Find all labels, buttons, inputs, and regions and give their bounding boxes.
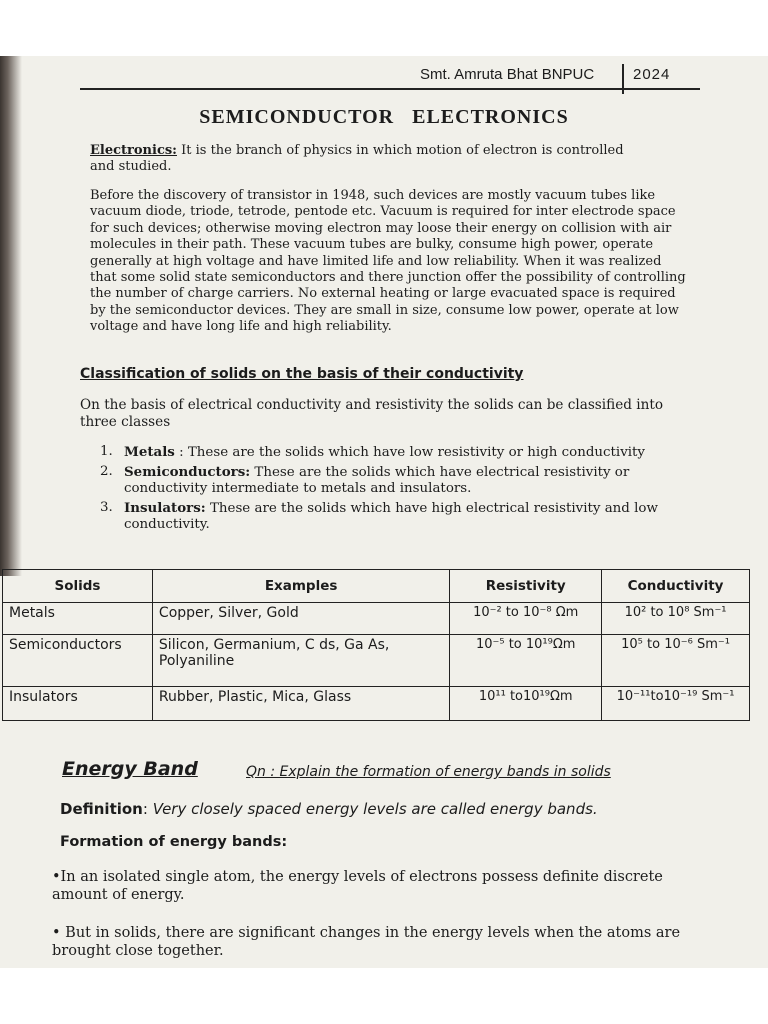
bullet-point: • But in solids, there are significant changes in the energy levels when the atoms are brought close together. [52, 925, 681, 959]
cell-examples: Copper, Silver, Gold [152, 603, 449, 635]
cell-solid: Insulators [3, 687, 153, 721]
history-paragraph: Before the discovery of transistor in 1948, such devices are mostly vacuum tubes like vacuum diode, triode, tetrode, pentode etc. Vacuum is required for inter electrode space for such devices; otherwise moving electron may loose their energy on collision with air molecules in their path. These vacuum tubes are bulky, consume high power, operate generally at high voltage and have limited life and low reliability. When it was realized that some solid state semiconductors and there junction offer the possibility of controlling the number of charge carriers. No external heating or large evacuated space is required by the semiconductor devices. They are small in size, consume low power, operate at low voltage and have long life and high reliability. [90, 188, 686, 335]
cell-solid: Semiconductors [3, 635, 153, 687]
solid-classes-list [100, 444, 705, 536]
bullet-point: •In an isolated single atom, the energy levels of electrons possess definite discrete amount of energy. [52, 869, 663, 903]
electronics-definition [90, 143, 630, 176]
col-header-conductivity: Conductivity [602, 570, 750, 603]
list-desc: : These are the solids which have low resistivity or high conductivity [174, 445, 646, 460]
col-header-resistivity: Resistivity [450, 570, 602, 603]
col-header-examples: Examples [152, 570, 449, 603]
header-rule [80, 88, 700, 90]
energy-band-heading-row [62, 758, 682, 780]
list-item [100, 444, 705, 462]
list-item [100, 464, 705, 498]
table-row [3, 687, 750, 721]
page-title: SEMICONDUCTOR ELECTRONICS [199, 106, 569, 128]
header-year: 2024 [633, 66, 671, 83]
solids-table [2, 569, 750, 721]
formation-heading: Formation of energy bands: [60, 834, 288, 850]
definition-label: Definition [60, 800, 143, 818]
page-header [420, 64, 720, 88]
cell-resistivity: 10⁻⁵ to 10¹⁹Ωm [450, 635, 602, 687]
list-desc: These are the solids which have electrical resistivity or conductivity intermediate to metals and insulators. [124, 464, 630, 497]
list-term: Semiconductors: [124, 463, 251, 480]
cell-examples: Rubber, Plastic, Mica, Glass [152, 687, 449, 721]
cell-conductivity: 10⁻¹¹to10⁻¹⁹ Sm⁻¹ [602, 687, 750, 721]
classification-heading: Classification of solids on the basis of their conductivity [80, 366, 524, 382]
cell-conductivity: 10⁵ to 10⁻⁶ Sm⁻¹ [602, 635, 750, 687]
list-term: Insulators: [124, 499, 206, 516]
list-number: 1. [100, 444, 113, 459]
col-header-solids: Solids [3, 570, 153, 603]
electronics-text: It is the branch of physics in which motion of electron is controlled and studied. [90, 143, 624, 175]
list-item [100, 500, 705, 534]
list-desc: These are the solids which have high electrical resistivity and low conductivity. [124, 500, 658, 533]
list-number: 3. [100, 499, 113, 515]
cell-conductivity: 10² to 10⁸ Sm⁻¹ [602, 603, 750, 635]
table-header-row [3, 570, 750, 603]
definition-colon: : [142, 800, 153, 818]
header-author: Smt. Amruta Bhat BNPUC [420, 66, 595, 83]
electronics-term: Electronics: [90, 143, 177, 158]
table-row [3, 635, 750, 687]
cell-resistivity: 10⁻² to 10⁻⁸ Ωm [450, 603, 602, 635]
energy-band-heading: Energy Band [62, 758, 198, 780]
list-term: Metals [124, 444, 175, 460]
definition-text: Very closely spaced energy levels are called energy bands. [152, 800, 598, 818]
cell-solid: Metals [3, 603, 153, 635]
list-number: 2. [100, 463, 113, 479]
classification-intro: On the basis of electrical conductivity and resistivity the solids can be classified into three classes [80, 397, 664, 430]
page-edge-shadow [0, 56, 22, 576]
cell-examples: Silicon, Germanium, C ds, Ga As, Polyaniline [152, 635, 449, 687]
cell-resistivity: 10¹¹ to10¹⁹Ωm [450, 687, 602, 721]
energy-definition [60, 800, 598, 818]
document-page [0, 56, 768, 968]
table-row [3, 603, 750, 635]
energy-band-question: Qn : Explain the formation of energy bands in solids [246, 764, 611, 780]
